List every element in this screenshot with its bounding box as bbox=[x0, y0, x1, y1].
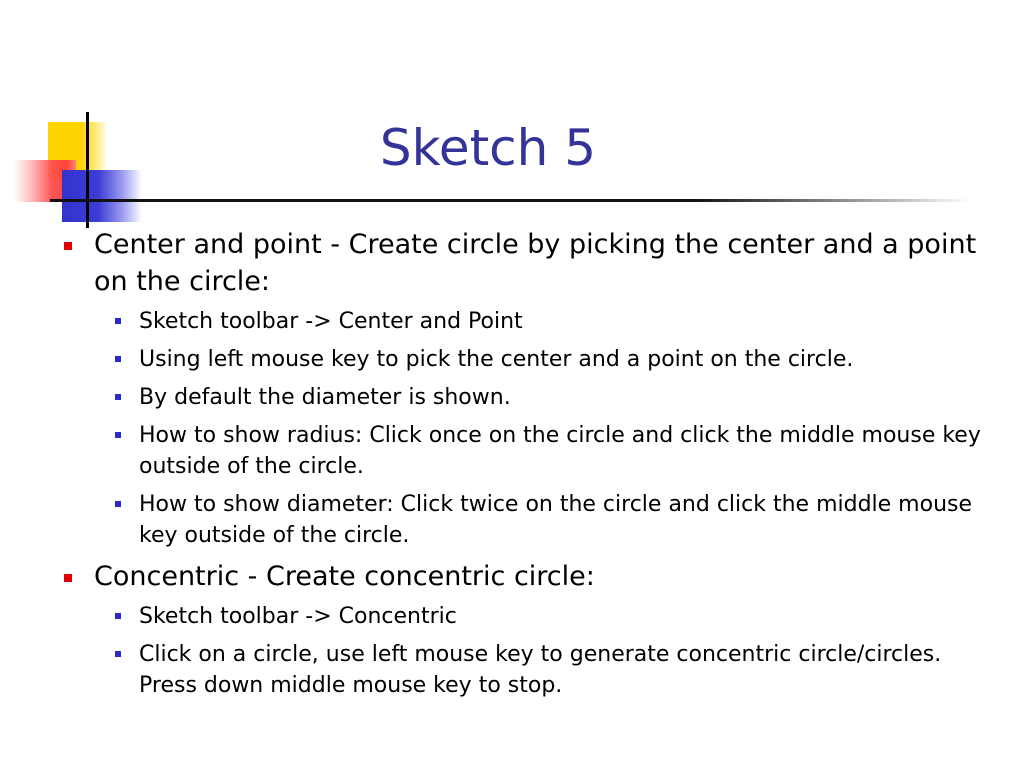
level1-bullet-text: Center and point - Create circle by picking the center and a point on the circle: bbox=[94, 229, 977, 297]
blue-square-bullet-icon bbox=[115, 356, 121, 362]
bullet-group bbox=[0, 558, 1024, 701]
level2-bullet-item bbox=[139, 306, 984, 337]
blue-square-bullet-icon bbox=[115, 651, 121, 657]
blue-square-bullet-icon bbox=[115, 394, 121, 400]
level2-bullet-item bbox=[139, 420, 984, 482]
blue-square-bullet-icon bbox=[115, 318, 121, 324]
level1-bullet-item bbox=[94, 558, 1004, 595]
title-divider bbox=[50, 199, 970, 202]
level2-bullet-item bbox=[139, 382, 984, 413]
slide-title: Sketch 5 bbox=[379, 119, 597, 177]
level2-bullet-item bbox=[139, 601, 984, 632]
level2-bullet-text: Using left mouse key to pick the center and a point on the circle. bbox=[139, 347, 854, 372]
level2-bullet-text: How to show radius: Click once on the circle and click the middle mouse key outside of the circle. bbox=[139, 423, 981, 479]
level2-bullet-text: Sketch toolbar -> Concentric bbox=[139, 604, 457, 629]
level2-bullet-text: By default the diameter is shown. bbox=[139, 385, 511, 410]
red-square-bullet-icon bbox=[64, 242, 72, 250]
bullet-group bbox=[0, 226, 1024, 551]
level2-bullet-text: Click on a circle, use left mouse key to generate concentric circle/circles. Press down middle mouse key to stop. bbox=[139, 642, 942, 698]
red-square-bullet-icon bbox=[64, 574, 72, 582]
blue-square-bullet-icon bbox=[115, 501, 121, 507]
blue-square-bullet-icon bbox=[115, 432, 121, 438]
level2-bullet-item bbox=[139, 639, 984, 701]
level2-bullet-item bbox=[139, 489, 984, 551]
level2-bullet-text: Sketch toolbar -> Center and Point bbox=[139, 309, 523, 334]
level1-bullet-text: Concentric - Create concentric circle: bbox=[94, 561, 595, 592]
level2-bullet-item bbox=[139, 344, 984, 375]
blue-square-bullet-icon bbox=[115, 613, 121, 619]
slide-body bbox=[0, 226, 1024, 708]
level2-bullet-text: How to show diameter: Click twice on the circle and click the middle mouse key outside of the circle. bbox=[139, 492, 973, 548]
level1-bullet-item bbox=[94, 226, 1004, 300]
